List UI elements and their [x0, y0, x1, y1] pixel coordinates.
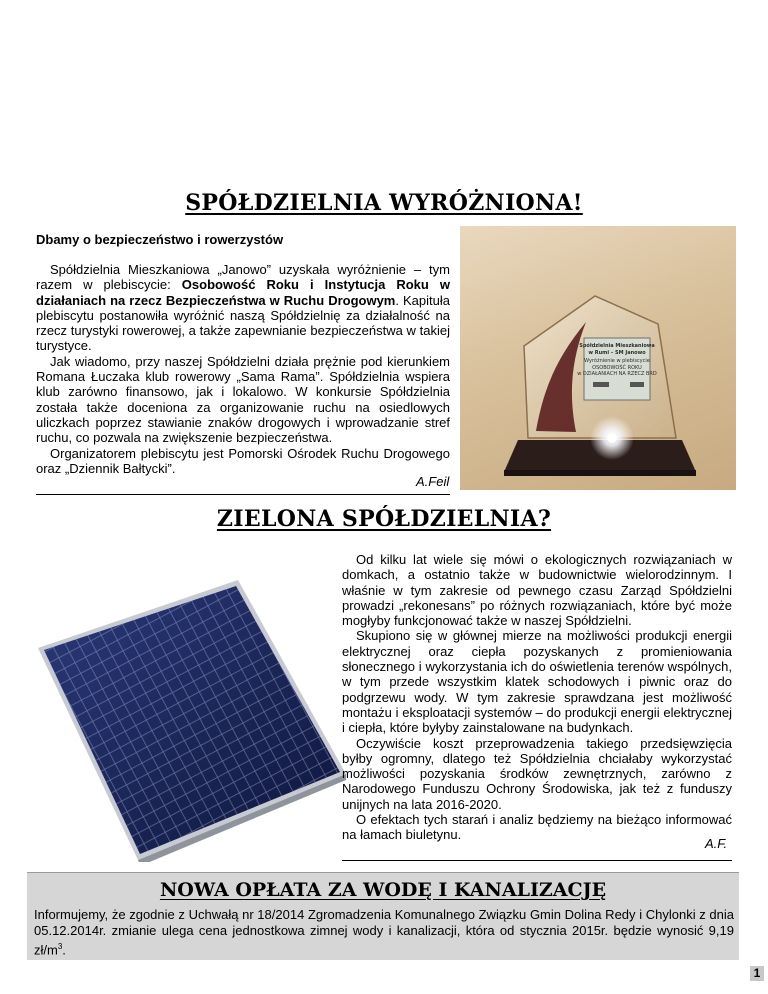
page-number: 1: [750, 966, 764, 981]
article2-signature: A.F.: [705, 836, 728, 851]
plaque-line-4: OSOBOWOŚĆ ROKU: [592, 365, 642, 371]
plaque-line-2: w Rumi – SM Janowo: [588, 350, 646, 356]
article1-title: SPÓŁDZIELNIA WYRÓŻNIONA!: [185, 190, 583, 216]
water-fee-notice: [27, 872, 739, 960]
article1-signature: A.Feil: [416, 474, 450, 489]
plaque-line-3: Wyróżnienie w plebiscycie: [584, 358, 650, 364]
trophy-illustration: [460, 226, 736, 490]
divider-1: [36, 494, 450, 495]
trophy-photo: [460, 226, 736, 490]
article2-title: ZIELONA SPÓŁDZIELNIA?: [216, 506, 552, 532]
solar-panel-photo: [30, 578, 348, 862]
article1-body: [36, 262, 450, 476]
article1-paragraph-3: Organizatorem plebiscytu jest Pomorski Ośrodek Ruchu Drogowego oraz „Dziennik Bałtycki”.: [36, 445, 450, 476]
article2-paragraph-2: Skupiono się w głównej mierze na możliwości produkcji energii elektrycznej oraz ciepła pozyskanych z promieniowania słonecznego i wykorzystania ich do oświetlenia terenów wspólnych, w tym przede wszystkim klatek schodowych i piwnic oraz do podgrzewu wody. W tym zakresie sprawdzana jest możliwość montażu i eksploatacji systemów – do produkcji energii elektrycznej i ciepła, które byłyby zainstalowane na budynkach.: [342, 628, 732, 736]
plaque-line-1: Spółdzielnia Mieszkaniowa: [579, 343, 655, 349]
article1-paragraph-2: Jak wiadomo, przy naszej Spółdzielni działa prężnie pod kierunkiem Romana Łuczaka klub rowerowy „Sama Rama”. Spółdzielnia wspiera klub zarówno finansowo, jak i lokalowo. W konkursie Spółdzielnia została także doceniona za organizowanie ruchu na osiedlowych uliczkach poprzez stawianie znaków drogowych i wprowadzanie stref ruchu, co pozwala na zwiększenie bezpieczeństwa.: [36, 353, 450, 446]
award-name: Osobowość Roku i Instytucja Roku w działaniach na rzecz Bezpieczeństwa w Ruchu Drogowym: [36, 277, 450, 308]
article2-paragraph-4: O efektach tych starań i analiz będziemy na bieżąco informować na łamach biuletynu.: [342, 812, 732, 843]
plaque-line-5: w DZIAŁANIACH NA RZECZ BRD: [577, 371, 657, 377]
superscript-3: 3: [57, 942, 63, 951]
article3-body: Informujemy, że zgodnie z Uchwałą nr 18/2014 Zgromadzenia Komunalnego Związku Gmin Dolina Redy i Chylonki z dnia 05.12.2014r. zmianie ulega cena jednostkowa zimnej wody i kanalizacji, która od stycznia 2015r. będzie wynosić 9,19 $zł/m^3$.: [34, 907, 734, 958]
divider-2: [342, 860, 732, 861]
solar-panel-illustration: [30, 578, 348, 862]
article2-body: [342, 552, 732, 843]
article1-subtitle: Dbamy o bezpieczeństwo i rowerzystów: [36, 232, 284, 247]
article2-paragraph-3: Oczywiście koszt przeprowadzenia takiego przedsięwzięcia byłby ogromny, dlatego też Spółdzielnia chciałaby wykorzystać możliwości pozyskania środków zewnętrznych, zarówno z Narodowego Funduszu Ochrony Środowiska, jak też z funduszy unijnych na lata 2016-2020.: [342, 735, 732, 812]
article2-paragraph-1: Od kilku lat wiele się mówi o ekologicznych rozwiązaniach w domkach, a ostatnio także w budownictwie wielorodzinnym. I właśnie w tym zakresie od pewnego czasu Zarząd Spółdzielni prowadzi „rekonesans” po różnych rozwiązaniach, które być może mogłyby funkcjonować także w naszej Spółdzielni.: [342, 552, 732, 629]
article1-paragraph-1: Spółdzielnia Mieszkaniowa „Janowo” uzyskała wyróżnienie – tym razem w plebiscycie: Osobowość Roku i Instytucja Roku w działaniach na rzecz Bezpieczeństwa w Ruchu Drogowym. Kapituła plebiscytu postanowiła wyróżnić naszą Spółdzielnię za działalność na rzecz turystyki rowerowej, a także zapewnianie bezpieczeństwa w takiej turystyce.: [36, 262, 450, 354]
article3-title: NOWA OPŁATA ZA WODĘ I KANALIZACJĘ: [159, 879, 607, 901]
